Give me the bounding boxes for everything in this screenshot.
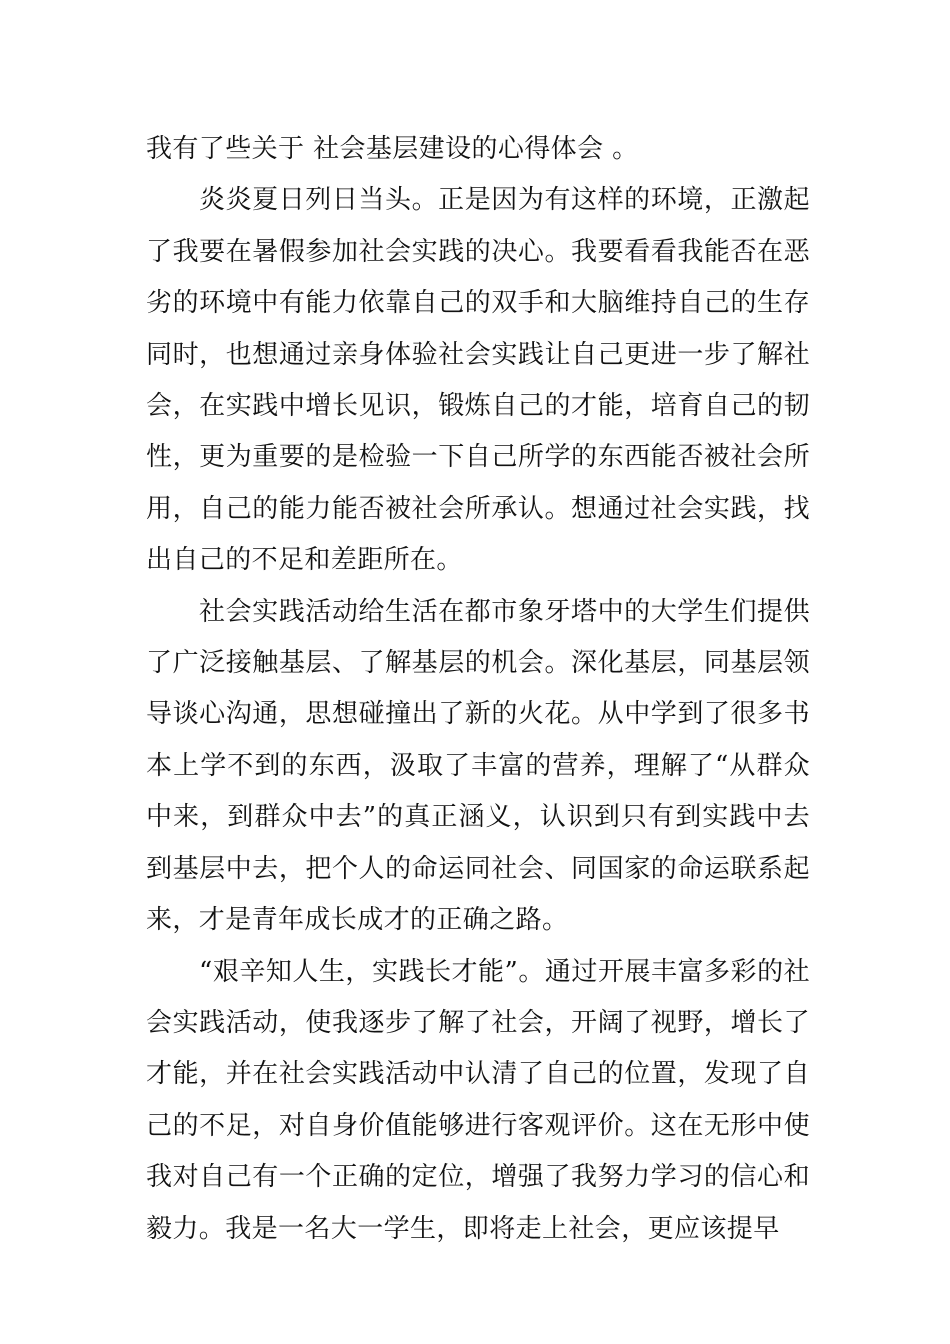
paragraph-grassroots: 社会实践活动给生活在都市象牙塔中的大学生们提供了广泛接触基层、了解基层的机会。深化基层，同基层领导谈心沟通，思想碰撞出了新的火花。从中学到了很多书本上学不到的东西，汲取了丰富的营养，理解了“从群众中来，到群众中去”的真正涵义，认识到只有到实践中去到基层中去，把个人的命运同社会、同国家的命运联系起来，才是青年成长成才的正确之路。 — [146, 596, 810, 936]
document-page — [146, 124, 810, 1255]
paragraph-intro: 我有了些关于 社会基层建设的心得体会 。 — [146, 134, 639, 164]
paragraph-motivation: 炎炎夏日列日当头。正是因为有这样的环境，正激起了我要在暑假参加社会实践的决心。我要看看我能否在恶劣的环境中有能力依靠自己的双手和大脑维持自己的生存同时，也想通过亲身体验社会实践让自己更进一步了解社会，在实践中增长见识，锻炼自己的才能，培育自己的韧性，更为重要的是检验一下自己所学的东西能否被社会所用，自己的能力能否被社会所承认。想通过社会实践，找出自己的不足和差距所在。 — [146, 185, 810, 576]
paragraph-hardship: “艰辛知人生，实践长才能”。通过开展丰富多彩的社会实践活动，使我逐步了解了社会，开阔了视野，增长了才能，并在社会实践活动中认清了自己的位置，发现了自己的不足，对自身价值能够进行客观评价。这在无形中使我对自己有一个正确的定位，增强了我努力学习的信心和毅力。我是一名大一学生，即将走上社会，更应该提早 — [146, 956, 810, 1244]
